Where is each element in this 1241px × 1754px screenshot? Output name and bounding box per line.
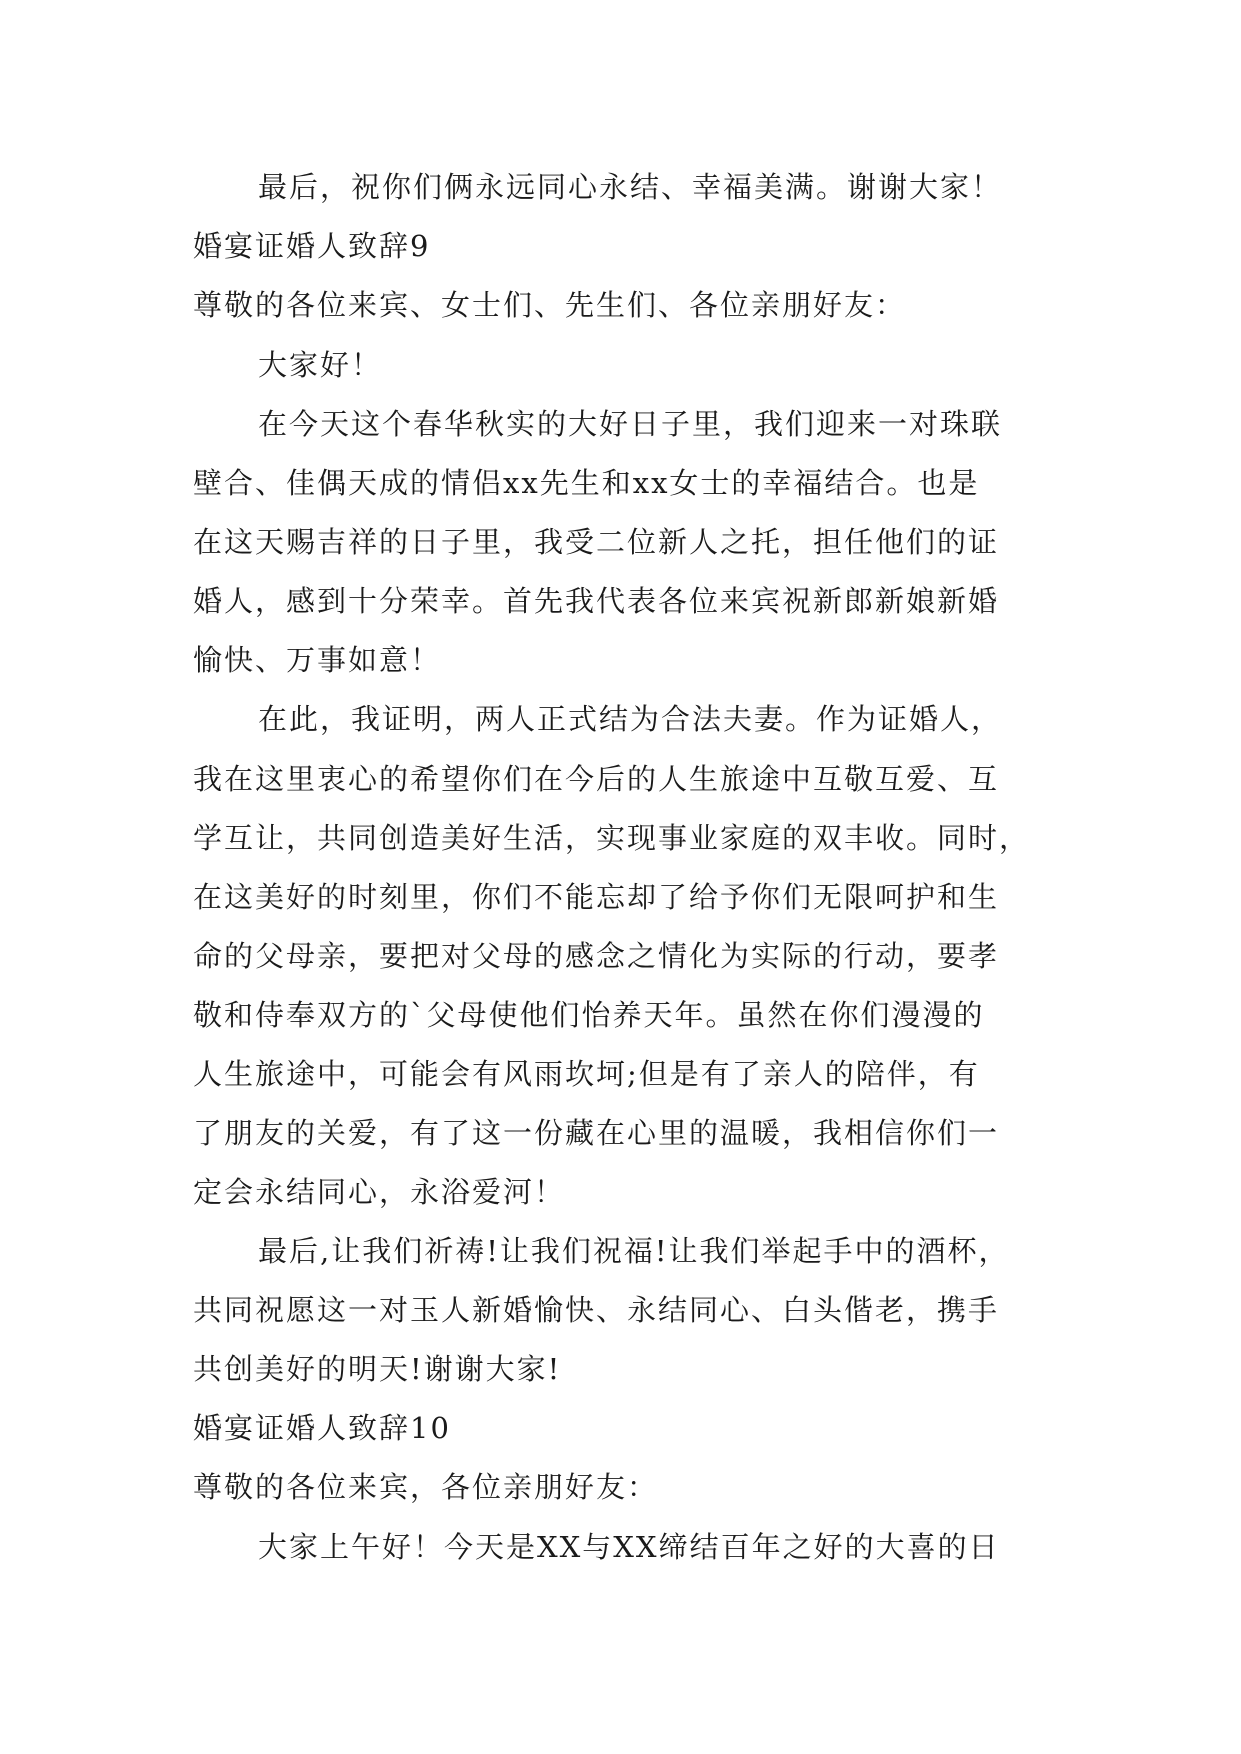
paragraph-line: 了朋友的关爱，有了这一份藏在心里的温暖，我相信你们一 <box>193 1116 1000 1150</box>
paragraph-line: 共同祝愿这一对玉人新婚愉快、永结同心、白头偕老，携手 <box>193 1293 1000 1327</box>
closing-line: 最后，祝你们俩永远同心永结、幸福美满。谢谢大家！ <box>258 170 1003 204</box>
paragraph-line: 在这天赐吉祥的日子里，我受二位新人之托，担任他们的证 <box>193 525 1000 559</box>
paragraph-line: 敬和侍奉双方的`父母使他们怡养天年。虽然在你们漫漫的 <box>193 998 985 1032</box>
paragraph-line: 命的父母亲，要把对父母的感念之情化为实际的行动，要孝 <box>193 939 1000 973</box>
paragraph-line: 在此，我证明，两人正式结为合法夫妻。作为证婚人， <box>258 702 1003 736</box>
salutation: 尊敬的各位来宾，各位亲朋好友： <box>193 1470 659 1504</box>
section-heading: 婚宴证婚人致辞10 <box>193 1411 451 1445</box>
paragraph-line: 婚人，感到十分荣幸。首先我代表各位来宾祝新郎新娘新婚 <box>193 584 1000 618</box>
paragraph-line: 最后,让我们祈祷!让我们祝福!让我们举起手中的酒杯， <box>258 1234 1010 1268</box>
paragraph-line: 在这美好的时刻里，你们不能忘却了给予你们无限呵护和生 <box>193 880 1000 914</box>
paragraph-line: 共创美好的明天!谢谢大家! <box>193 1352 562 1386</box>
paragraph-line: 大家上午好！今天是XX与XX缔结百年之好的大喜的日 <box>258 1530 1000 1564</box>
paragraph-line: 学互让，共同创造美好生活，实现事业家庭的双丰收。同时， <box>193 821 1031 855</box>
paragraph-line: 我在这里衷心的希望你们在今后的人生旅途中互敬互爱、互 <box>193 762 1000 796</box>
greeting: 大家好！ <box>258 348 383 382</box>
paragraph-line: 定会永结同心，永浴爱河！ <box>193 1175 566 1209</box>
salutation: 尊敬的各位来宾、女士们、先生们、各位亲朋好友： <box>193 288 907 322</box>
section-heading: 婚宴证婚人致辞9 <box>193 229 431 263</box>
paragraph-line: 壁合、佳偶天成的情侣xx先生和xx女士的幸福结合。也是 <box>193 466 980 500</box>
paragraph-line: 愉快、万事如意！ <box>193 643 442 677</box>
paragraph-line: 人生旅途中，可能会有风雨坎坷;但是有了亲人的陪伴，有 <box>193 1057 980 1091</box>
paragraph-line: 在今天这个春华秋实的大好日子里，我们迎来一对珠联 <box>258 407 1003 441</box>
